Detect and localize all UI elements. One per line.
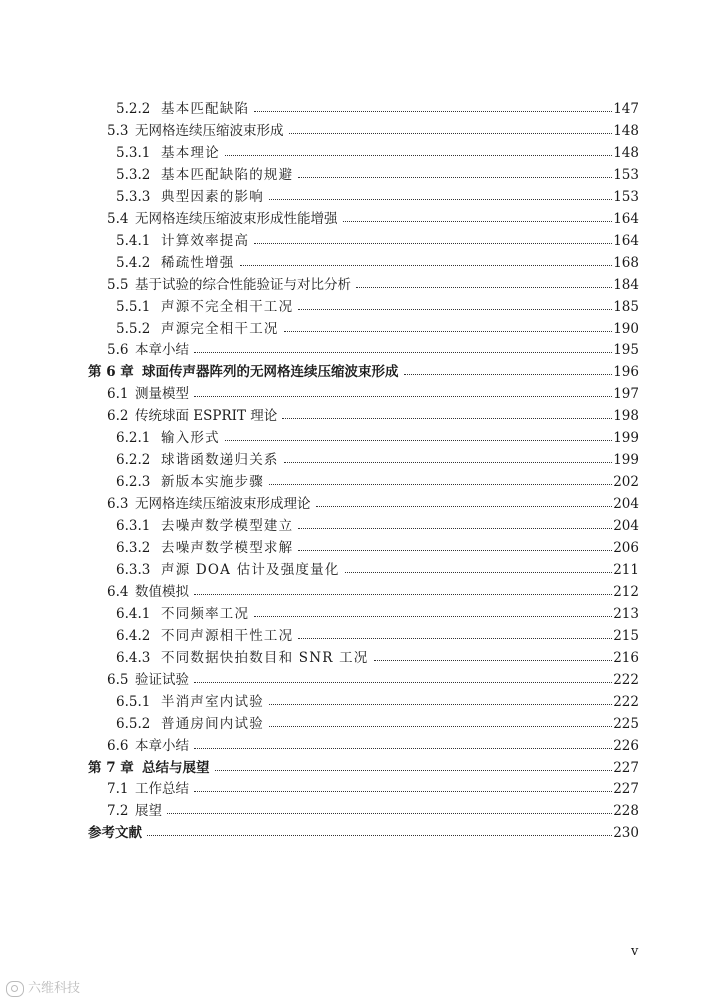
toc-entry[interactable] [0,625,719,647]
toc-entry-number: 5.4.1 [116,232,151,249]
toc-entry[interactable] [0,98,719,120]
toc-entry-title: 输入形式 [161,430,220,447]
toc-entry[interactable] [0,778,719,800]
toc-leader-dots [194,748,612,749]
toc-leader-dots [194,594,612,595]
toc-entry-page: 206 [613,540,639,556]
toc-entry-number: 第 6 章 [88,364,134,381]
toc-entry-page: 222 [613,671,639,688]
toc-entry-title: 基本匹配缺陷的规避 [161,166,294,183]
toc-entry-title: 去噪声数学模型建立 [161,518,294,535]
toc-leader-dots [343,221,612,222]
toc-leader-dots [298,550,612,551]
toc-entry-number: 5.2.2 [116,101,151,117]
toc-leader-dots [269,199,612,200]
toc-leader-dots [225,155,612,156]
toc-entry[interactable] [0,647,719,669]
toc-entry[interactable] [0,515,719,537]
toc-entry[interactable] [0,471,719,493]
toc-entry-title: 验证试验 [135,671,189,688]
toc-leader-dots [254,616,612,617]
toc-entry[interactable] [0,800,719,822]
toc-entry-page: 148 [613,144,639,161]
toc-entry-page: 226 [613,737,639,754]
toc-entry-page: 147 [613,101,639,117]
toc-entry[interactable] [0,208,719,230]
toc-entry-page: 196 [613,364,639,381]
toc-leader-dots [298,177,612,178]
toc-entry-title: 稀疏性增强 [161,254,235,271]
toc-leader-dots [298,528,612,529]
toc-entry-title: 无网格连续压缩波束形成性能增强 [135,210,338,227]
toc-entry[interactable] [0,274,719,296]
toc-entry[interactable] [0,713,719,735]
toc-entry-page: 153 [613,166,639,183]
toc-entry-title: 基于试验的综合性能验证与对比分析 [135,276,351,293]
toc-entry-title: 普通房间内试验 [161,715,264,732]
toc-entry-number: 6.4.3 [116,649,151,666]
toc-entry-title: 参考文献 [88,825,142,842]
toc-leader-dots [289,133,612,134]
toc-entry-number: 第 7 章 [88,759,134,776]
toc-entry-page: 190 [613,320,639,337]
toc-leader-dots [167,813,612,814]
toc-entry-page: 199 [613,430,639,447]
toc-entry-number: 7.2 [107,803,129,820]
toc-entry-number: 6.3.2 [116,540,151,556]
toc-entry-title: 去噪声数学模型求解 [161,540,294,556]
toc-entry-title: 球面传声器阵列的无网格连续压缩波束形成 [142,364,399,381]
toc-entry-title: 无网格连续压缩波束形成理论 [135,496,311,513]
toc-entry-title: 传统球面 ESPRIT 理论 [135,408,278,425]
toc-leader-dots [298,638,612,639]
toc-entry-page: 195 [613,342,639,359]
toc-entry-title: 测量模型 [135,386,189,403]
toc-leader-dots [254,111,612,112]
toc-entry-number: 5.4 [107,210,129,227]
toc-entry-title: 本章小结 [135,342,189,359]
toc-entry[interactable] [0,120,719,142]
toc-entry-page: 222 [613,693,639,710]
toc-entry-title: 基本理论 [161,144,220,161]
toc-entry-number: 6.5.1 [116,693,151,710]
toc-entry-number: 6.2.3 [116,474,151,491]
toc-entry-number: 5.3 [107,122,129,139]
toc-entry-page: 227 [613,759,639,776]
toc-leader-dots [284,462,612,463]
toc-entry-page: 184 [613,276,639,293]
toc-entry-title: 声源完全相干工况 [161,320,279,337]
toc-entry-title: 工作总结 [135,781,189,798]
toc-leader-dots [254,243,612,244]
toc-entry[interactable] [0,361,719,383]
toc-leader-dots [147,835,612,836]
toc-entry-title: 不同频率工况 [161,605,250,622]
toc-entry-page: 197 [613,386,639,403]
toc-entry-number: 6.5.2 [116,715,151,732]
toc-entry[interactable] [0,603,719,625]
toc-leader-dots [194,682,612,683]
toc-entry-page: 198 [613,408,639,425]
toc-entry-number: 6.1 [107,386,129,403]
toc-entry-number: 5.3.2 [116,166,151,183]
watermark-logo-icon [6,981,24,997]
toc-entry-page: 202 [613,474,639,491]
toc-entry[interactable] [0,493,719,515]
page-number: v [631,944,639,959]
toc-entry-number: 6.4.1 [116,605,151,622]
toc-entry[interactable] [0,537,719,559]
toc-entry[interactable] [0,186,719,208]
toc-entry-title: 本章小结 [135,737,189,754]
toc-entry-page: 204 [613,518,639,535]
toc-entry-page: 185 [613,298,639,315]
toc-entry-page: 204 [613,496,639,513]
toc-leader-dots [298,309,612,310]
toc-entry-number: 7.1 [107,781,129,798]
toc-entry-title: 新版本实施步骤 [161,474,264,491]
toc-entry[interactable] [0,735,719,757]
toc-entry-number: 6.5 [107,671,129,688]
toc-entry-page: 227 [613,781,639,798]
toc-leader-dots [356,287,612,288]
toc-entry[interactable] [0,296,719,318]
toc-entry-title: 基本匹配缺陷 [161,101,250,117]
toc-entry[interactable] [0,559,719,581]
toc-entry-page: 216 [613,649,639,666]
toc-entry[interactable] [0,691,719,713]
toc-entry-title: 数值模拟 [135,583,189,600]
toc-entry-page: 228 [613,803,639,820]
toc-entry[interactable] [0,581,719,603]
toc-entry-title: 不同数据快拍数目和 SNR 工况 [161,649,369,666]
toc-leader-dots [345,572,612,573]
watermark-text: 六维科技 [28,981,81,996]
toc-entry-number: 5.3.3 [116,188,151,205]
toc-entry-page: 168 [613,254,639,271]
toc-entry-page: 212 [613,583,639,600]
toc-entry-page: 153 [613,188,639,205]
toc-entry-number: 6.4.2 [116,627,151,644]
toc-entry[interactable] [0,822,719,844]
toc-entry-title: 声源不完全相干工况 [161,298,294,315]
toc-entry-number: 5.5.2 [116,320,151,337]
toc-leader-dots [404,374,612,375]
toc-entry-number: 6.2.1 [116,430,151,447]
toc-leader-dots [374,660,612,661]
toc-leader-dots [269,704,612,705]
toc-entry[interactable] [0,318,719,340]
toc-entry-number: 5.4.2 [116,254,151,271]
toc-entry-number: 6.3.3 [116,561,151,578]
toc-entry-page: 148 [613,122,639,139]
toc-leader-dots [284,331,612,332]
toc-leader-dots [215,770,612,771]
toc-entry[interactable] [0,383,719,405]
toc-entry[interactable] [0,142,719,164]
toc-entry-page: 215 [613,627,639,644]
toc-entry[interactable] [0,757,719,779]
toc-entry-page: 230 [613,825,639,842]
toc-leader-dots [269,726,612,727]
toc-leader-dots [240,265,612,266]
toc-leader-dots [269,484,612,485]
toc-entry-number: 5.5 [107,276,129,293]
toc-entry-title: 展望 [135,803,162,820]
toc-leader-dots [282,418,612,419]
toc-entry[interactable] [0,669,719,691]
toc-entry-title: 半消声室内试验 [161,693,264,710]
toc-entry-number: 6.2.2 [116,452,151,469]
toc-entry-title: 声源 DOA 估计及强度量化 [161,561,340,578]
toc-leader-dots [194,352,612,353]
toc-entry-number: 5.6 [107,342,129,359]
toc-entry-page: 164 [613,232,639,249]
watermark [6,977,80,997]
toc-entry[interactable] [0,339,719,361]
toc-entry-page: 199 [613,452,639,469]
toc-entry-number: 6.3.1 [116,518,151,535]
toc-entry[interactable] [0,252,719,274]
toc-entry-number: 6.4 [107,583,129,600]
toc-entry-number: 6.6 [107,737,129,754]
toc-entry-title: 无网格连续压缩波束形成 [135,122,284,139]
toc-entry-number: 6.3 [107,496,129,513]
toc-entry-number: 5.5.1 [116,298,151,315]
toc-entry-title: 计算效率提高 [161,232,250,249]
toc-entry-page: 211 [613,561,639,578]
toc-leader-dots [316,506,612,507]
toc-entry[interactable] [0,427,719,449]
toc-entry[interactable] [0,449,719,471]
toc-entry-title: 典型因素的影响 [161,188,264,205]
toc-entry-number: 6.2 [107,408,129,425]
toc-entry-title: 球谐函数递归关系 [161,452,279,469]
toc-leader-dots [194,791,612,792]
toc-entry[interactable] [0,230,719,252]
toc-entry[interactable] [0,164,719,186]
toc-leader-dots [194,396,612,397]
toc-entry-page: 225 [613,715,639,732]
toc-entry-title: 不同声源相干性工况 [161,627,294,644]
toc-entry-page: 213 [613,605,639,622]
toc-entry-page: 164 [613,210,639,227]
toc-leader-dots [225,440,612,441]
toc-entry[interactable] [0,405,719,427]
toc-entry-number: 5.3.1 [116,144,151,161]
toc-entry-title: 总结与展望 [142,759,210,776]
